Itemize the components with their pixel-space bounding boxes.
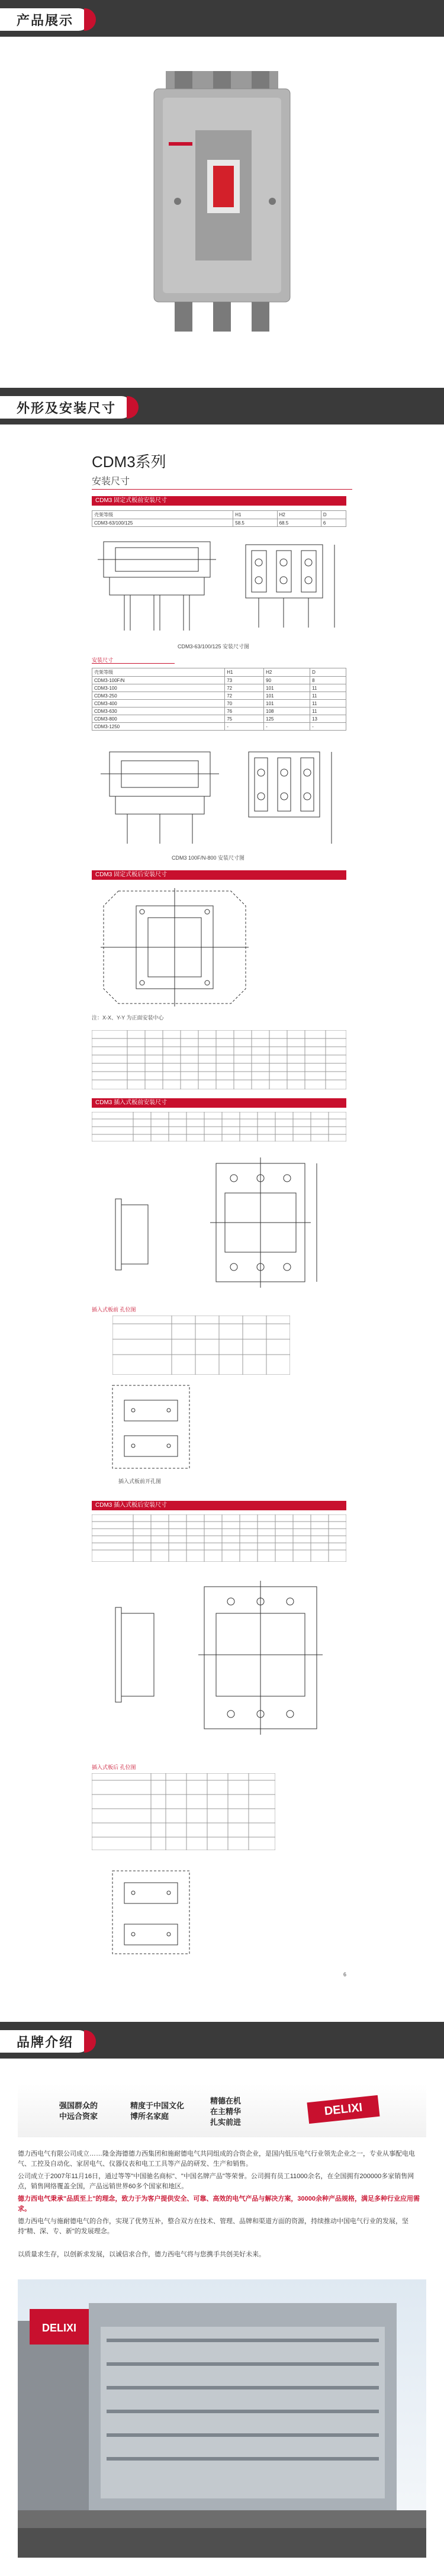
table-header-row [92,511,346,519]
table-cell: CDM3-400 [92,700,225,707]
table-cell: - [225,723,264,731]
table-row [92,723,346,731]
brand-intro-highlight [18,2194,426,2214]
table-cell: 72 [225,684,264,692]
table-row [92,707,346,715]
table-cell: 72 [225,692,264,700]
note-text: 注：X-X、Y-Y 为正面安装中心 [92,1015,164,1021]
dimension-grid-table [92,1514,346,1562]
page-subtitle: 安装尺寸 [92,477,130,487]
table-cell: 68.5 [277,519,321,527]
table-cell: 90 [264,677,310,684]
table-row [92,700,346,707]
product-photo [130,71,314,335]
slogan-1: 强国群众的 中远合资家 [59,2101,98,2121]
panel-cutout-drawing [110,1868,192,1957]
highlight-text: 德力西电气秉承"品质至上"的理念，致力于为客户提供安全、可靠、高效的电气产品与解决方案，30000余种产品规格，满足多种行业应用需求。 [18,2195,420,2212]
table-cell: 58.5 [233,519,277,527]
table-cell: CDM3-250 [92,692,225,700]
figure-caption: CDM3-63/100/125 安装尺寸图 [178,644,250,649]
logo-text: DELIXI [323,2101,363,2118]
section-bar: CDM3 固定式板前安装尺寸 [92,496,346,506]
table-header-cell: H1 [233,511,277,519]
brand-intro-paragraph: 德力西电气有限公司成立……隆金海德德力西集团和施耐德电气共同组成的合资企业，是国内低压电气行业领先企业之一，专业从事配电电气、工控及自动化、家居电气、仪器仪表和电工工具等产品的研发、生产和销售。 [18,2150,415,2167]
table-cell: 11 [310,692,346,700]
section-title: 产品展示 [17,12,74,28]
brand-intro-paragraph: 德力西电气与施耐德电气的合作，实现了优势互补，整合双方在技术、管理、品牌和渠道方面的资源，持续推动中国电气行业的发展，坚持"精、深、专、新"的发展理念。 [18,2218,408,2235]
section-label: 插入式板后 孔位图 [92,1764,136,1770]
table-header-cell: D [321,511,346,519]
table-cell: 11 [310,707,346,715]
technical-drawing [92,734,346,850]
table-cell: 13 [310,715,346,723]
table-cell: 101 [264,692,310,700]
table-row [92,715,346,723]
technical-drawing [98,1578,346,1741]
section-title: 外形及安装尺寸 [17,400,117,416]
table-header-cell: H1 [225,668,264,677]
table-cell: 76 [225,707,264,715]
section-title: 品牌介绍 [17,2034,74,2050]
panel-cutout-drawing [110,1382,192,1471]
brand-intro-paragraph: 公司成立于2007年11月16日，通过等等"中国驰名商标"、"中国名牌产品"等荣誉。公司拥有员工11000余名，在全国拥有200000多家销售网点，销售网络覆盖全国，产品远销世界60多个国家和地区。 [18,2173,414,2190]
table-cell: - [310,723,346,731]
table-row [92,684,346,692]
table-row [92,692,346,700]
table-cell: 101 [264,700,310,707]
table-cell: 75 [225,715,264,723]
section-label: 安装尺寸 [92,657,114,663]
section-banner-dimensions [0,388,444,424]
technical-drawing [98,1152,346,1294]
dimension-table [92,668,346,731]
table-cell: 11 [310,684,346,692]
section-bar: CDM3 插入式板前安装尺寸 [92,1098,346,1108]
section-banner-product [0,0,444,37]
dimension-grid-table [92,1112,346,1141]
dimension-grid-table [92,1030,346,1089]
table-cell: 125 [264,715,310,723]
table-row [92,519,346,527]
series-title: CDM3系列 [92,453,166,471]
section-tab [0,2030,90,2053]
building-sign: DELIXI [41,2322,77,2334]
section-tab [0,396,133,419]
table-cell: 8 [310,677,346,684]
section-label: 插入式板前 孔位图 [92,1307,136,1313]
table-cell: CDM3-100F/N [92,677,225,684]
dimension-grid-table [112,1316,290,1375]
headquarters-building-photo [18,2279,426,2558]
table-header-cell: H2 [264,668,310,677]
table-cell: CDM3-1250 [92,723,225,731]
table-cell: CDM3-800 [92,715,225,723]
slogan-3: 精德在机 在主精华 扎实前进 [210,2096,242,2127]
slogan-2: 精度于中国文化 博所名家庭 [130,2101,185,2121]
table-cell: CDM3-100 [92,684,225,692]
hole-layout-drawing [101,888,249,1006]
table-cell: CDM3-63/100/125 [92,519,233,527]
divider [92,489,352,490]
table-cell: 70 [225,700,264,707]
table-cell: 73 [225,677,264,684]
dimension-grid-table [92,1773,275,1850]
table-header-cell: 壳架等级 [92,511,233,519]
table-row [92,677,346,684]
table-header-row [92,668,346,677]
section-bar: CDM3 插入式板后安装尺寸 [92,1501,346,1510]
technical-drawing [92,530,346,639]
table-cell: 101 [264,684,310,692]
table-cell: 108 [264,707,310,715]
figure-caption: 插入式板前开孔图 [118,1478,162,1484]
section-tab [0,8,90,31]
section-bar: CDM3 固定式板后安装尺寸 [92,870,346,880]
dimension-table [92,510,346,527]
table-header-cell: 壳架等级 [92,668,225,677]
section-banner-brand [0,2022,444,2059]
table-cell: CDM3-630 [92,707,225,715]
table-cell: 6 [321,519,346,527]
table-header-cell: H2 [277,511,321,519]
table-header-cell: D [310,668,346,677]
page-number: 6 [343,1972,347,1977]
table-cell: - [264,723,310,731]
divider [92,663,175,664]
brand-intro-paragraph: 以质量求生存，以创新求发展，以诚信求合作，德力西电气将与您携手共创美好未来。 [18,2251,265,2258]
table-cell: 11 [310,700,346,707]
figure-caption: CDM3 100F/N-800 安装尺寸图 [172,855,245,861]
